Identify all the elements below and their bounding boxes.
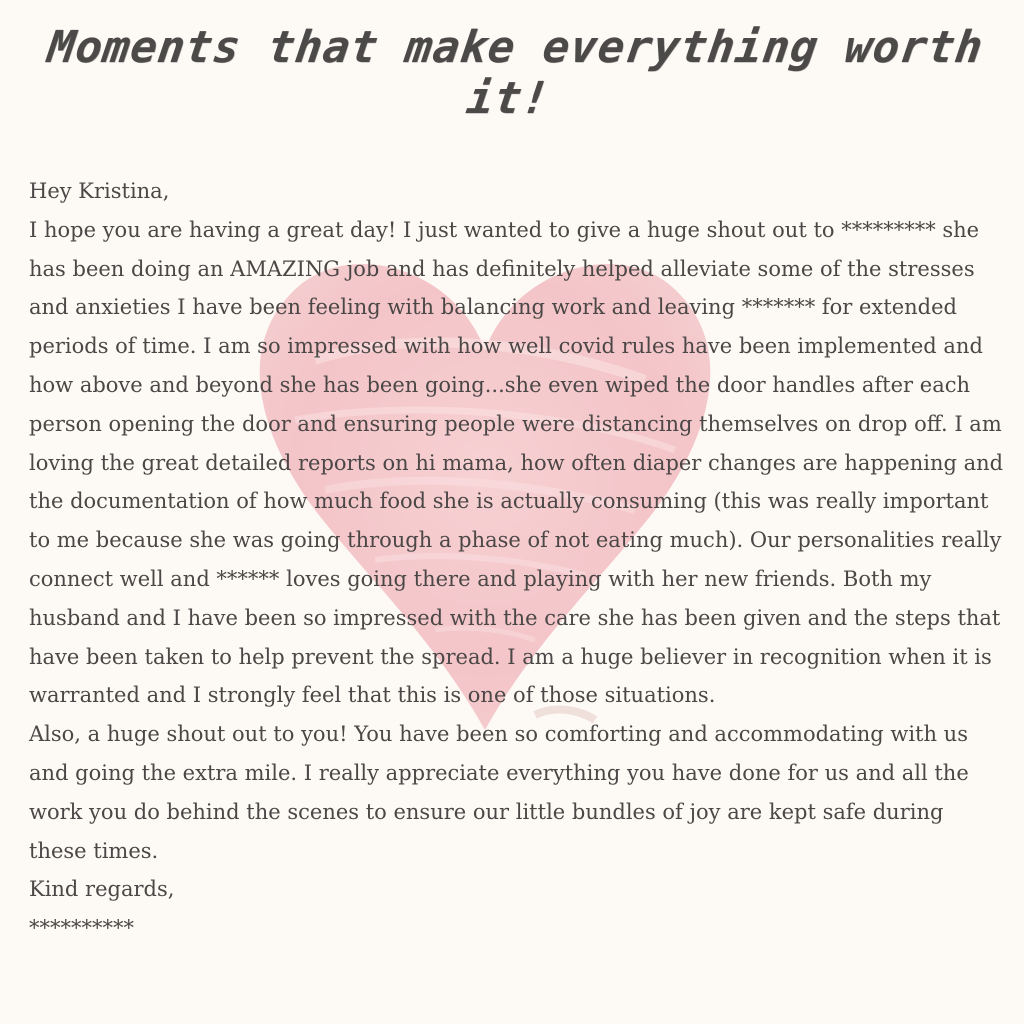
letter-greeting: Hey Kristina, <box>29 179 170 203</box>
letter-body <box>29 172 1004 948</box>
letter-paragraph-2: Also, a huge shout out to you! You have been so comforting and accommodating with us and going the extra mile. I really appreciate everything you have done for us and all the work you do behind the scenes to ensure our little bundles of joy are kept safe during these times. <box>29 722 969 863</box>
letter-signature: ********** <box>29 916 134 941</box>
letter-closing: Kind regards, <box>29 877 175 902</box>
letter-paragraph-1: I hope you are having a great day! I just wanted to give a huge shout out to ********* she has been doing an AMAZING job and has definitely helped alleviate some of the stresses and anxieties I have been feeling with balancing work and leaving ******* for extended periods of time. I am so impressed with how well covid rules have been implemented and how above and beyond she has been going...she even wiped the door handles after each person opening the door and ensuring people were distancing themselves on drop off. I am loving the great detailed reports on hi mama, how often diaper changes are happening and the documentation of how much food she is actually consuming (this was really important to me because she was going through a phase of not eating much). Our personalities really connect well and ****** loves going there and playing with her new friends. Both my husband and I have been so impressed with the care she has been given and the steps that have been taken to help prevent the spread. I am a huge believer in recognition when it is warranted and I strongly feel that this is one of those situations. <box>29 217 1004 708</box>
page-title: Moments that make everything worth it! <box>44 22 987 124</box>
